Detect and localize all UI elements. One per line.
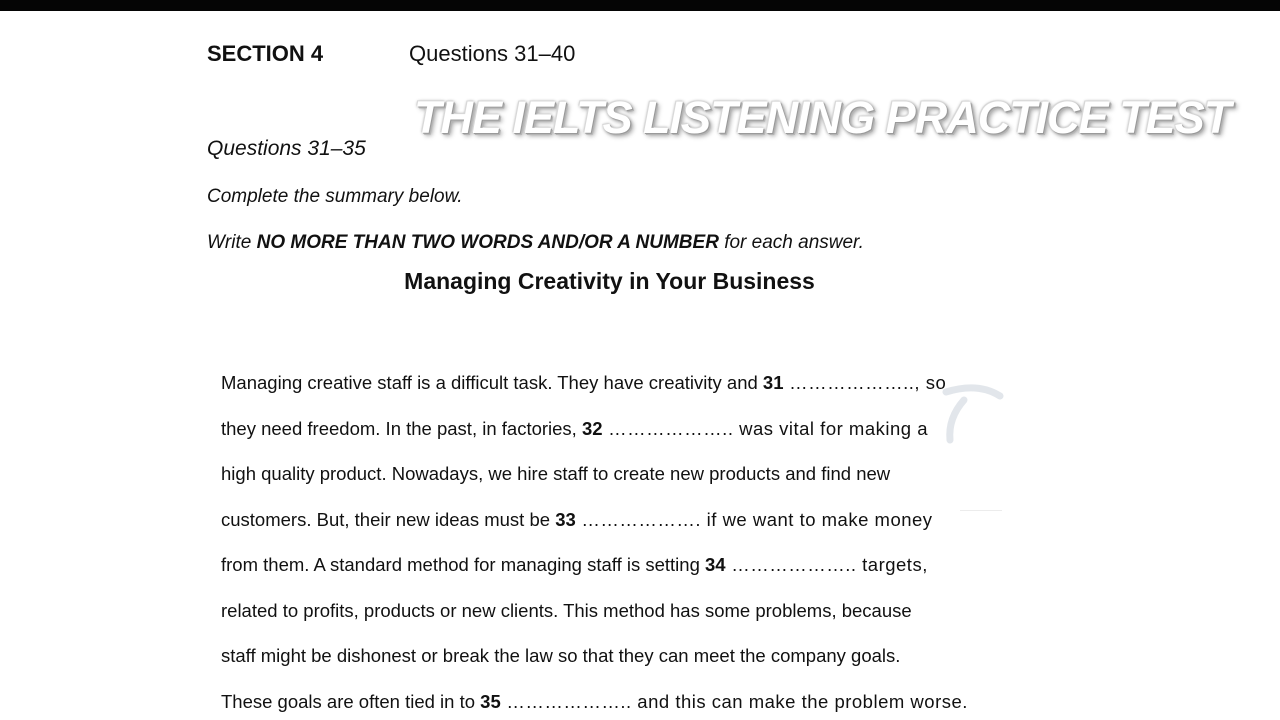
answer-gap-34: ……………….. targets, <box>725 554 928 575</box>
summary-text-segment: staff might be dishonest or break the law so that they can meet the company goals. <box>221 645 901 666</box>
summary-text-segment: high quality product. Nowadays, we hire staff to create new products and find new <box>221 463 891 484</box>
question-number-32: 32 <box>581 417 603 439</box>
question-number-35: 35 <box>480 690 501 712</box>
instruction-prefix: Write <box>207 232 257 253</box>
summary-text-segment: related to profits, products or new clients. This method has some problems, because <box>221 599 912 621</box>
section-questions: Questions 31–40 <box>409 41 576 66</box>
question-range: Questions 31–35 <box>207 137 366 160</box>
summary-title: Managing Creativity in Your Business <box>404 268 815 294</box>
summary-line <box>221 368 1011 414</box>
summary-text-segment: customers. But, their new ideas must be <box>221 508 556 530</box>
top-bar <box>0 0 1280 11</box>
summary-line <box>221 414 1011 460</box>
instruction-word-limit-bold: NO MORE THAN TWO WORDS AND/OR A NUMBER <box>256 232 719 253</box>
instruction-suffix: for each answer. <box>718 232 864 253</box>
watermark-title: THE IELTS LISTENING PRACTICE TEST <box>414 92 1231 143</box>
summary-text-segment: from them. A standard method for managing staff is setting <box>221 554 705 575</box>
summary-line <box>221 550 1011 596</box>
summary-line <box>221 505 1011 551</box>
summary-line <box>221 459 1011 505</box>
summary-text-segment: they need freedom. In the past, in factories, <box>221 417 582 439</box>
instruction-complete: Complete the summary below. <box>207 186 463 207</box>
summary-text-segment: Managing creative staff is a difficult task. They have creativity and <box>221 372 763 393</box>
summary-line <box>221 596 1011 642</box>
question-number-31: 31 <box>762 372 784 393</box>
summary-text-segment: These goals are often tied in to <box>221 690 481 712</box>
answer-gap-32: ……………….. was vital for making a <box>602 417 928 439</box>
question-number-34: 34 <box>705 554 726 575</box>
section-header <box>207 40 575 68</box>
answer-gap-33: ………………. if we want to make money <box>575 508 933 530</box>
question-number-33: 33 <box>555 508 576 530</box>
instruction-word-limit <box>207 232 864 254</box>
section-label: SECTION 4 <box>207 41 324 66</box>
answer-gap-31: ……………….., so <box>783 372 947 393</box>
summary-line <box>221 641 1011 687</box>
summary-text <box>221 368 1011 720</box>
summary-line <box>221 687 1011 720</box>
answer-gap-35: ……………….. and this can make the problem worse. <box>500 690 968 712</box>
